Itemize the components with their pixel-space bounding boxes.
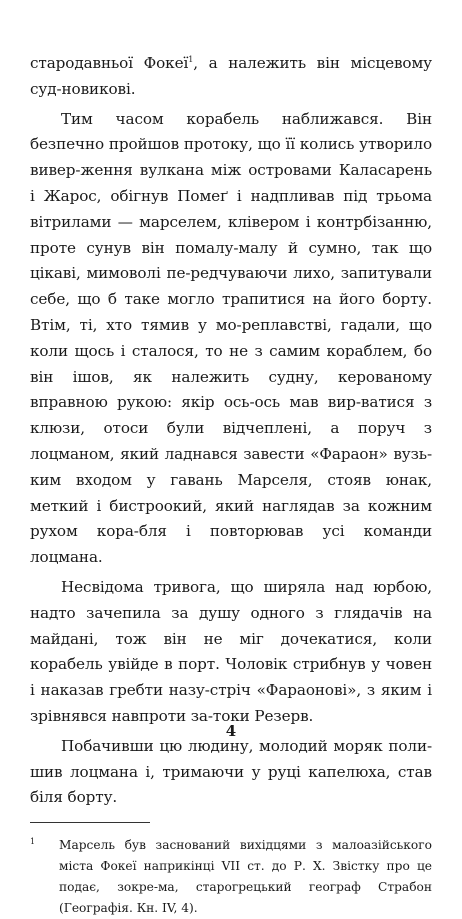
footnote-text: Марсель був заснований вихідцями з малоазійського міста Фокеї наприкінці VII ст. до Р. Х. Звістку про це подає, зокре-ма, старогрецький географ Страбон (Географія. Кн. IV, 4).: [59, 838, 432, 916]
main-text: [30, 51, 432, 811]
footnote-reference[interactable]: 1: [188, 54, 194, 64]
paragraph: Побачивши цю людину, молодий моряк поли-шив лоцмана і, тримаючи у руці капелюха, став біля борту.: [30, 736, 432, 807]
paragraph-continuation: [30, 51, 432, 103]
paragraph: Несвідома тривога, що ширяла над юрбою, надто зачепила за душу одного з глядачів на майдані, тож він не міг дочекатися, коли корабель увійде в порт. Чоловік стрибнув у човен і наказав гребти назу-стріч «Фараонові», з яким і зрівнявся навпроти за-токи Резерв.: [30, 577, 432, 725]
paragraph-text: , а належить він місцевому суд-новикові.: [30, 54, 432, 98]
footnote-marker: 1: [30, 837, 36, 847]
book-page: [30, 51, 432, 919]
paragraph-text: стародавньої Фокеї: [30, 54, 189, 72]
footnote-divider: [30, 822, 150, 823]
page-number: 4: [225, 722, 237, 740]
paragraph: Тим часом корабель наближався. Він безпечно пройшов протоку, що її колись утворило вивер-ження вулкана між островами Каласарень і Жарос, обігнув Помеґ і надпливав під трьома вітрилами — марселем, клівером і контрбізанню, проте сунув він помалу-малу й сумно, так що цікаві, мимоволі пе-редчуваючи лихо, запитували себе, що б таке могло трапитися на його борту. Втім, ті, хто тямив у мо-реплавстві, гадали, що коли щось і сталося, то не з самим кораблем, бо він ішов, як належить судну, керованому вправною рукою: якір ось-ось мав вир-ватися з клюзи, отоси були відчеплені, а поруч з лоцманом, який ладнався завести «Фараон» вузь-ким входом у гавань Марселя, стояв юнак, меткий і бистроокий, який наглядав за кожним рухом кора-бля і повторював усі команди лоцмана.: [30, 109, 432, 567]
footnote: [30, 835, 432, 919]
